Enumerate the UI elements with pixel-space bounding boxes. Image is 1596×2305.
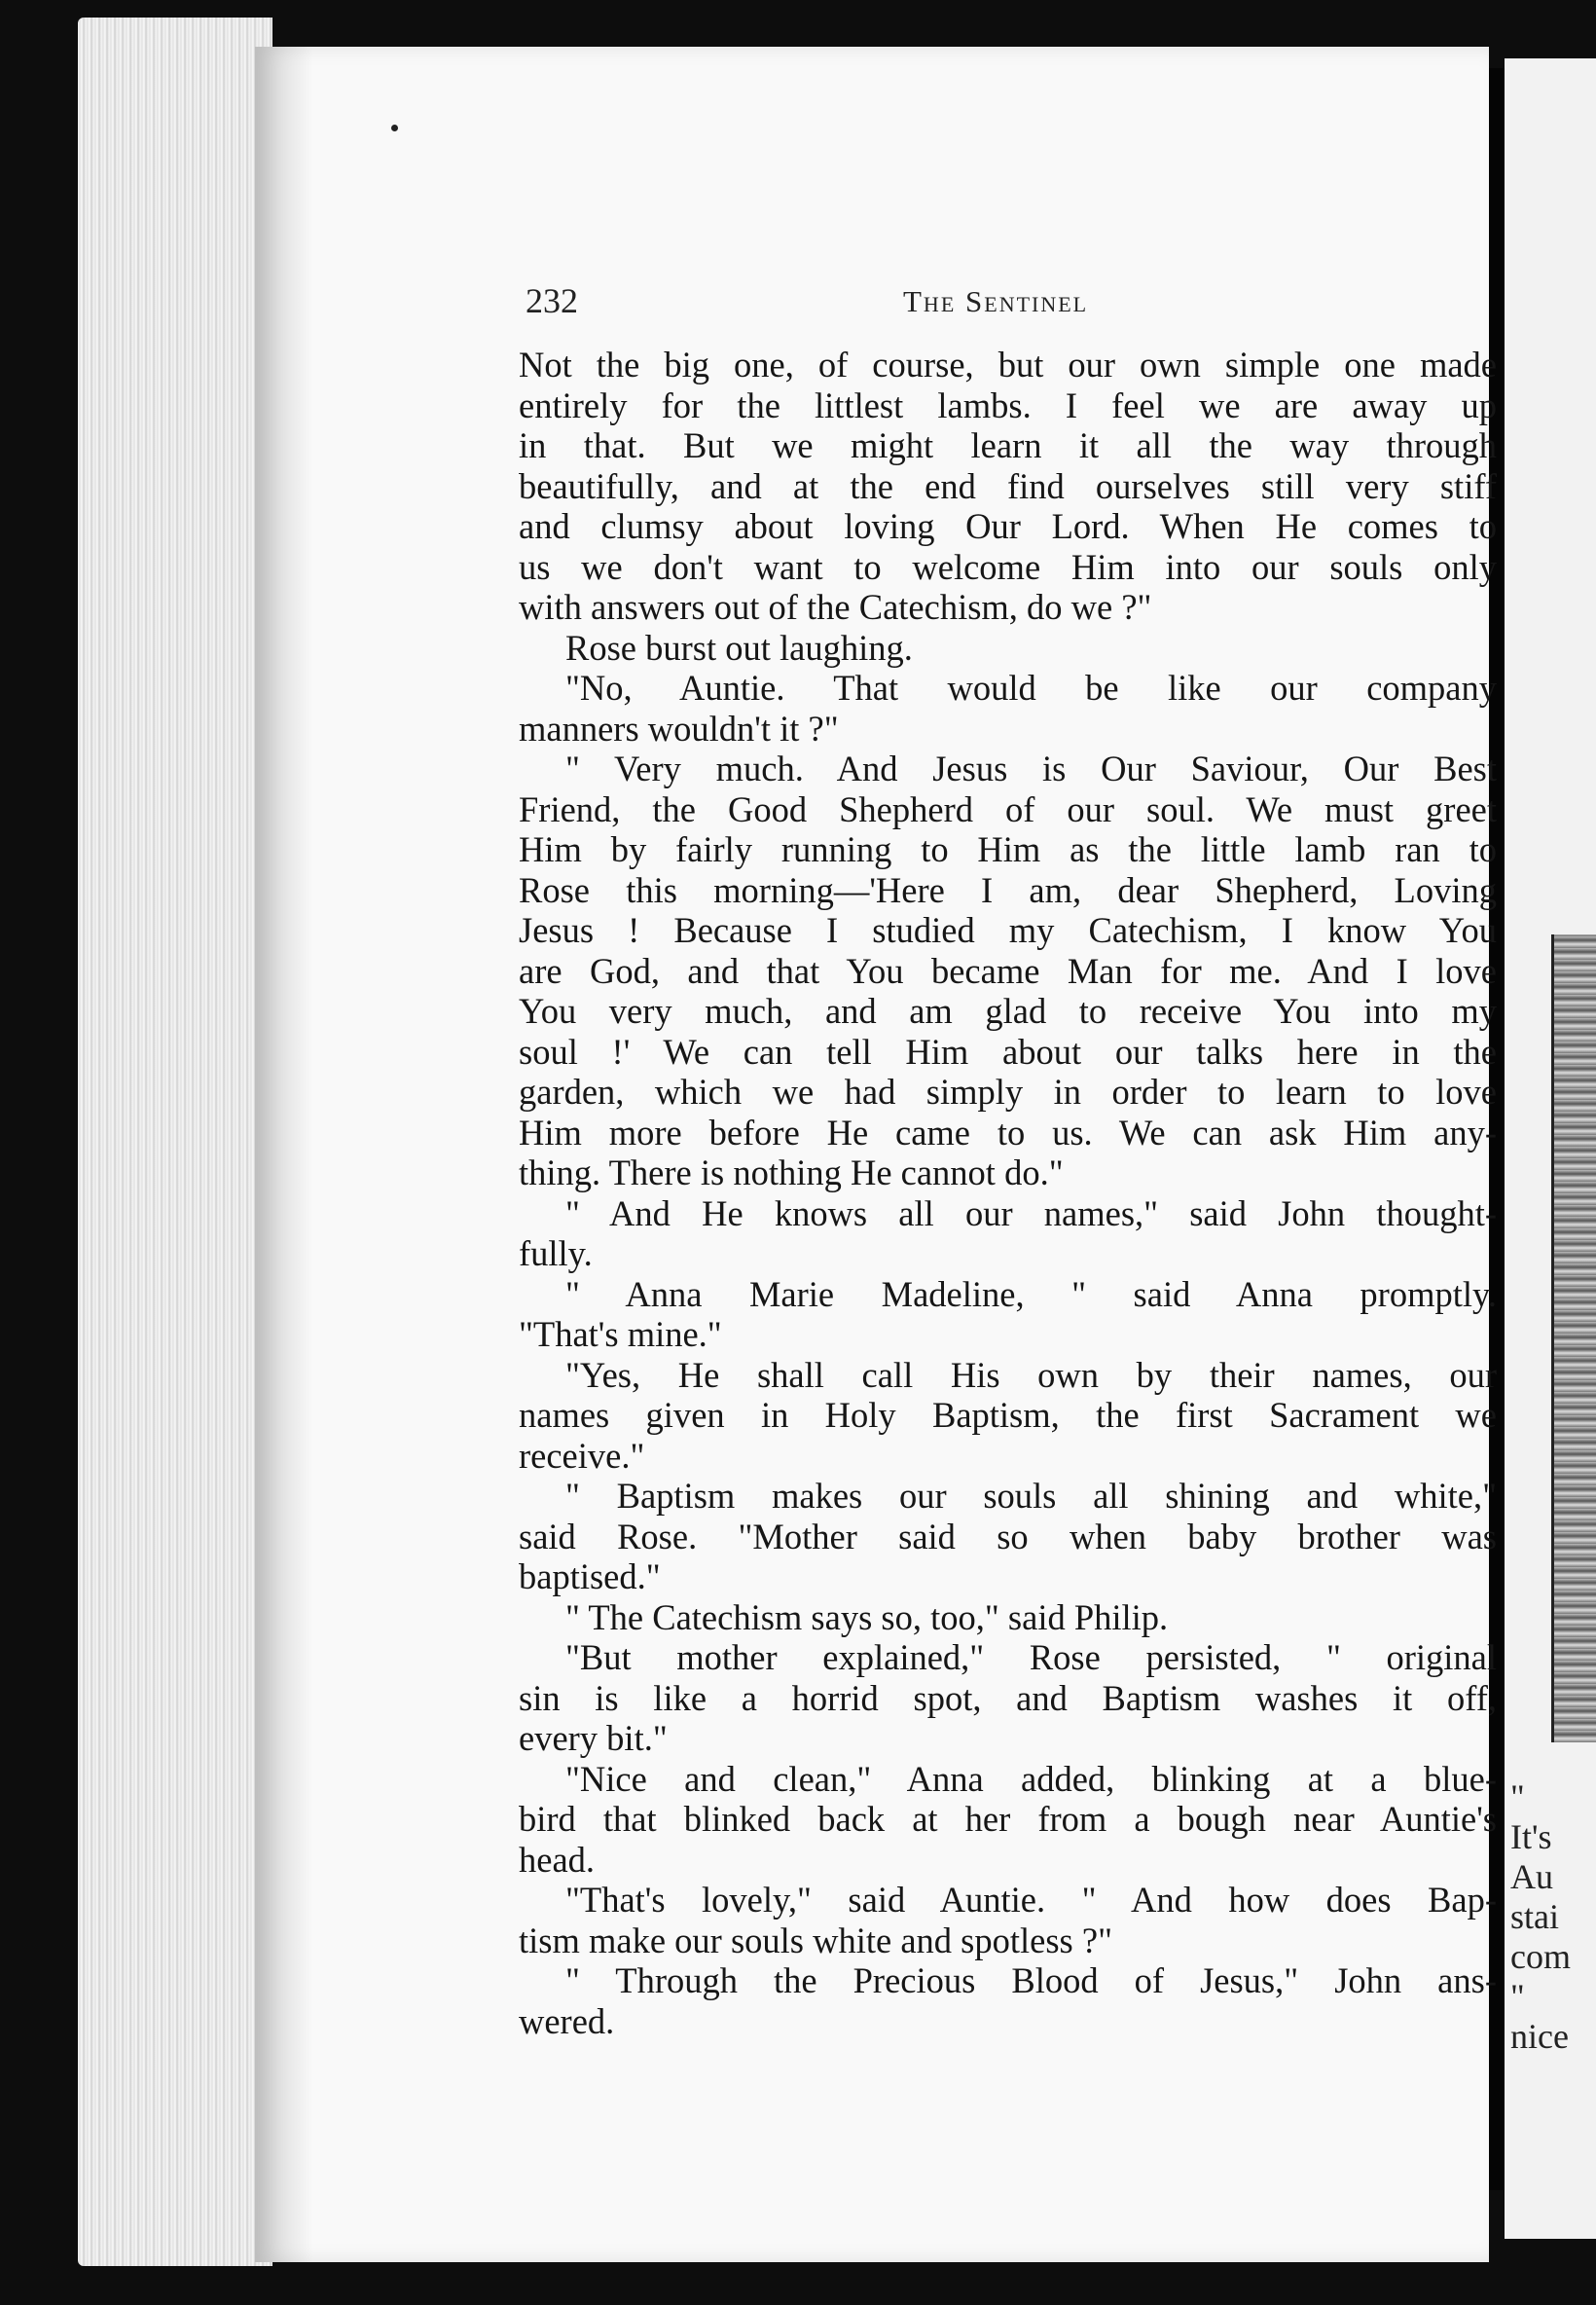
facing-page-fragment: com [1510,1937,1571,1976]
text-line: manners wouldn't it ?" [519,708,839,749]
running-title: The Sentinel [903,284,1089,318]
text-line: head. [519,1839,596,1880]
text-line: "That's mine." [519,1314,722,1354]
text-line: soul !' We can tell Him about our talks here in the [519,1031,1497,1072]
text-line: Friend, the Good Shepherd of our soul. We must greet [519,788,1497,829]
page-number: 232 [526,281,578,320]
text-line: " The Catechism says so, too," said Philip. [565,1596,1169,1637]
facing-page-fragment: Au [1510,1857,1553,1896]
facing-page-fragment: " [1510,1977,1525,2016]
text-line: "Nice and clean," Anna added, blinking at a blue- [565,1758,1497,1799]
text-line: receive." [519,1435,645,1476]
text-line: bird that blinked back at her from a bough near Auntie's [519,1799,1497,1839]
text-line: baptised." [519,1556,661,1596]
page-stack-edges [78,18,272,2266]
facing-page-illustration [1551,934,1596,1742]
facing-page-fragment: It's [1510,1817,1552,1856]
text-line: " Anna Marie Madeline, " said Anna promptly. [565,1273,1497,1314]
text-line: Him by fairly running to Him as the little lamb ran to [519,829,1497,869]
facing-page-fragment: " [1510,1777,1525,1816]
ink-speck [391,125,398,131]
text-line: " And He knows all our names," said John thought- [565,1192,1497,1233]
page-header [526,280,1489,327]
text-line: " Through the Precious Blood of Jesus," John ans- [565,1960,1497,2000]
text-line: tism make our souls white and spotless ?" [519,1920,1112,1960]
text-line: "No, Auntie. That would be like our company [565,668,1497,708]
facing-page-fragment: nice [1510,2017,1569,2056]
text-line: us we don't want to welcome Him into our souls only [519,546,1497,587]
text-line: and clumsy about loving Our Lord. When He comes to [519,506,1497,546]
facing-page-edge [1505,58,1596,2239]
text-line: Jesus ! Because I studied my Catechism, I know You [519,910,1497,950]
binding-shadow [255,47,313,2262]
text-line: Not the big one, of course, but our own simple one made [519,345,1497,384]
text-line: in that. But we might learn it all the way through [519,425,1497,465]
body-text [519,345,1497,2041]
text-line: You very much, and am glad to receive You into my [519,991,1497,1031]
text-line: " Baptism makes our souls all shining and white," [565,1476,1497,1516]
text-line: fully. [519,1233,593,1273]
text-line: every bit." [519,1718,668,1758]
text-line: "Yes, He shall call His own by their names, our [565,1354,1497,1395]
text-line: names given in Holy Baptism, the first Sacrament we [519,1395,1497,1435]
text-line: " Very much. And Jesus is Our Saviour, Our Best [565,749,1497,788]
text-line: wered. [519,2000,615,2041]
text-line: Rose burst out laughing. [565,627,913,668]
text-line: sin is like a horrid spot, and Baptism washes it off, [519,1677,1497,1718]
text-line: entirely for the littlest lambs. I feel we are away up [519,384,1497,425]
text-line: "But mother explained," Rose persisted, " original [565,1637,1497,1677]
facing-page-fragment: stai [1510,1897,1559,1936]
text-line: "That's lovely," said Auntie. " And how does Bap- [565,1880,1497,1920]
text-line: beautifully, and at the end find ourselves still very stiff [519,465,1497,506]
text-line: thing. There is nothing He cannot do." [519,1152,1064,1192]
text-line: said Rose. "Mother said so when baby brother was [519,1516,1497,1556]
text-line: with answers out of the Catechism, do we ?" [519,587,1152,627]
text-line: Him more before He came to us. We can ask Him any- [519,1112,1497,1152]
text-line: are God, and that You became Man for me. And I love [519,950,1497,991]
text-line: Rose this morning—'Here I am, dear Shepherd, Loving [519,869,1497,910]
text-line: garden, which we had simply in order to learn to love [519,1072,1497,1112]
